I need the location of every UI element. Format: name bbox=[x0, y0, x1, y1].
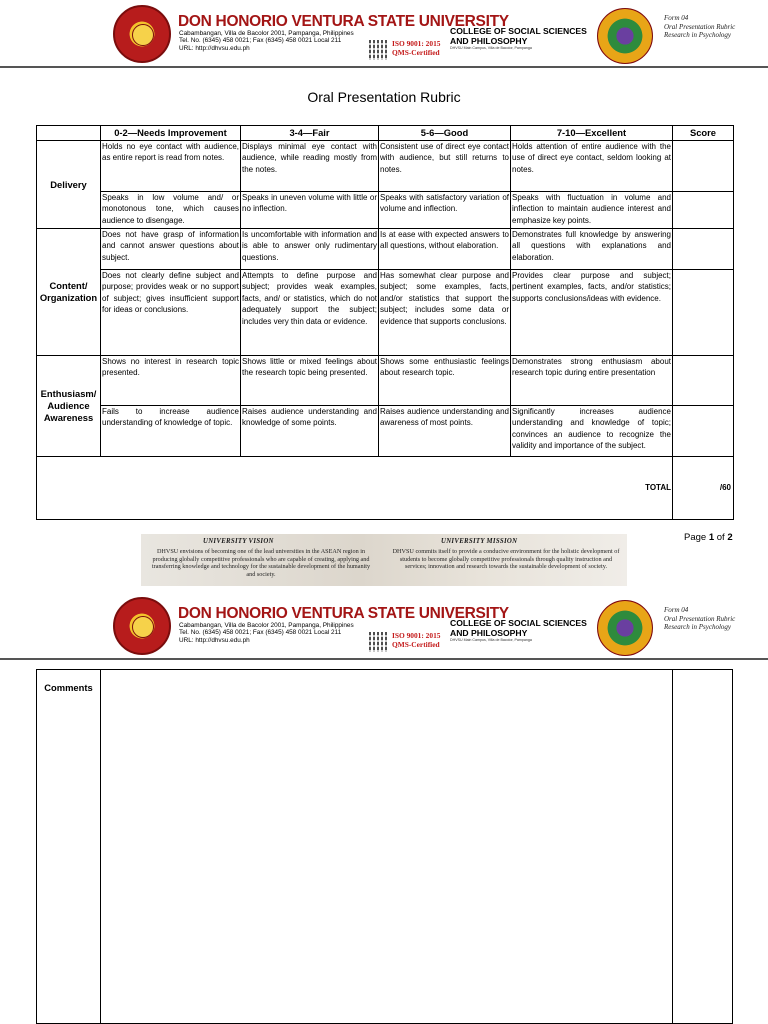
table-row bbox=[37, 356, 734, 406]
rubric-cell: Speaks in low volume and/ or monotonous tone, which causes audience to disengage. bbox=[101, 192, 241, 229]
criterion-label: Delivery bbox=[37, 141, 101, 229]
rubric-cell: Fails to increase audience understanding of knowledge of topic. bbox=[101, 406, 241, 457]
university-address: Cabambangan, Villa de Bacolor 2001, Pampanga, Philippines Tel. No. (6345) 458 0021; Fax (6345) 458 0021 Local 211 URL: http://dhvsu.edu.ph bbox=[179, 622, 354, 644]
vision-mission-banner bbox=[141, 534, 627, 586]
table-row bbox=[37, 406, 734, 457]
rubric-cell: Raises audience understanding and awareness of most points. bbox=[379, 406, 511, 457]
total-label: TOTAL bbox=[37, 457, 673, 520]
college-name: COLLEGE OF SOCIAL SCIENCES AND PHILOSOPHY bbox=[450, 26, 587, 46]
table-row bbox=[37, 141, 734, 192]
university-address: Cabambangan, Villa de Bacolor 2001, Pampanga, Philippines Tel. No. (6345) 458 0021; Fax (6345) 458 0021 Local 211 URL: http://dhvsu.edu.ph bbox=[179, 30, 354, 52]
college-seal-icon bbox=[597, 600, 653, 656]
table-row bbox=[37, 270, 734, 356]
page-title: Oral Presentation Rubric bbox=[307, 89, 461, 105]
total-score[interactable]: /60 bbox=[673, 457, 734, 520]
rubric-cell: Does not clearly define subject and purpose; provides weak or no support of subject; gives insufficient support for ideas or conclusions. bbox=[101, 270, 241, 356]
header-cell: Score bbox=[673, 126, 734, 141]
criterion-label: Enthusiasm/ Audience Awareness bbox=[37, 356, 101, 457]
table-row bbox=[37, 229, 734, 270]
form-info: Form 04 Oral Presentation Rubric Research in Psychology bbox=[664, 14, 736, 39]
header-divider bbox=[0, 658, 768, 660]
mission-text: DHVSU commits itself to provide a conducive environment for the holistic development of students to become globally competitive professionals through quality instruction and services; innovation and research towards the sustainable development of society. bbox=[392, 548, 620, 571]
page-number: Page 1 of 2 bbox=[684, 532, 733, 543]
header-divider bbox=[0, 66, 768, 68]
score-cell[interactable] bbox=[673, 192, 734, 229]
mission-title: UNIVERSITY MISSION bbox=[441, 538, 518, 545]
university-seal-icon bbox=[113, 5, 171, 63]
header-cell bbox=[37, 126, 101, 141]
rubric-cell: Attempts to define purpose and subject; provides weak examples, facts, and/ or statistics, which do not adequately support the subject; includes very thin data or evidence. bbox=[241, 270, 379, 356]
rubric-cell: Is uncomfortable with information and is able to answer only rudimentary questions. bbox=[241, 229, 379, 270]
rubric-cell: Holds attention of entire audience with the use of direct eye contact, seldom looking at notes. bbox=[511, 141, 673, 192]
page-header bbox=[0, 0, 768, 62]
rubric-cell: Does not have grasp of information and cannot answer questions about subject. bbox=[101, 229, 241, 270]
rubric-cell: Has somewhat clear purpose and subject; some examples, facts, and/or statistics that support the subject; includes some data or evidence that supports conclusions. bbox=[379, 270, 511, 356]
header-cell: 0-2—Needs Improvement bbox=[101, 126, 241, 141]
vision-title: UNIVERSITY VISION bbox=[203, 538, 274, 545]
header-cell: 7-10—Excellent bbox=[511, 126, 673, 141]
rubric-cell: Speaks with satisfactory variation of volume and inflection. bbox=[379, 192, 511, 229]
rubric-table bbox=[36, 125, 734, 520]
college-address: DHVSU Main Campus, Villa de Bacolor, Pampanga bbox=[450, 638, 532, 642]
rubric-cell: Consistent use of direct eye contact with audience, but still returns to notes. bbox=[379, 141, 511, 192]
comments-field[interactable] bbox=[101, 670, 672, 1023]
rubric-cell: Speaks in uneven volume with little or no inflection. bbox=[241, 192, 379, 229]
rubric-cell: Shows no interest in research topic presented. bbox=[101, 356, 241, 406]
header-cell: 5-6—Good bbox=[379, 126, 511, 141]
score-cell[interactable] bbox=[673, 141, 734, 192]
rubric-cell: Shows little or mixed feelings about the research topic being presented. bbox=[241, 356, 379, 406]
rubric-cell: Speaks with fluctuation in volume and inflection to maintain audience interest and emphasize key points. bbox=[511, 192, 673, 229]
iso-certification: ISO 9001: 2015 QMS-Certified bbox=[392, 631, 441, 649]
rubric-cell: Provides clear purpose and subject; pertinent examples, facts, and/or statistics; supports conclusions/ideas with evidence. bbox=[511, 270, 673, 356]
column-divider bbox=[672, 670, 673, 1023]
rubric-cell: Shows some enthusiastic feelings about research topic. bbox=[379, 356, 511, 406]
table-header-row bbox=[37, 126, 734, 141]
iso-certification: ISO 9001: 2015 QMS-Certified bbox=[392, 39, 441, 57]
score-cell[interactable] bbox=[673, 356, 734, 406]
college-address: DHVSU Main Campus, Villa de Bacolor, Pampanga bbox=[450, 46, 532, 50]
university-name: DON HONORIO VENTURA STATE UNIVERSITY bbox=[178, 605, 509, 622]
rubric-cell: Is at ease with expected answers to all questions, without elaboration. bbox=[379, 229, 511, 270]
rubric-cell: Holds no eye contact with audience, as entire report is read from notes. bbox=[101, 141, 241, 192]
score-cell[interactable] bbox=[673, 229, 734, 270]
university-seal-icon bbox=[113, 597, 171, 655]
form-info: Form 04 Oral Presentation Rubric Research in Psychology bbox=[664, 606, 736, 631]
page-header bbox=[0, 592, 768, 654]
score-cell[interactable] bbox=[673, 406, 734, 457]
comments-section bbox=[36, 669, 733, 1024]
rubric-cell: Raises audience understanding and knowledge of some points. bbox=[241, 406, 379, 457]
rubric-cell: Demonstrates full knowledge by answering all questions with explanations and elaboration. bbox=[511, 229, 673, 270]
header-cell: 3-4—Fair bbox=[241, 126, 379, 141]
rubric-cell: Significantly increases audience understanding and knowledge of topic; convinces an audience to recognize the validity and importance of the subject. bbox=[511, 406, 673, 457]
table-row bbox=[37, 192, 734, 229]
college-seal-icon bbox=[597, 8, 653, 64]
university-name: DON HONORIO VENTURA STATE UNIVERSITY bbox=[178, 13, 509, 30]
college-name: COLLEGE OF SOCIAL SCIENCES AND PHILOSOPHY bbox=[450, 618, 587, 638]
rubric-cell: Demonstrates strong enthusiasm about research topic during entire presentation bbox=[511, 356, 673, 406]
comments-label: Comments bbox=[44, 682, 93, 693]
total-row bbox=[37, 457, 734, 520]
rubric-cell: Displays minimal eye contact with audience, while reading mostly from the notes. bbox=[241, 141, 379, 192]
vision-text: DHVSU envisions of becoming one of the lead universities in the ASEAN region in producing globally competitive professionals who are capable of creating, applying and transferring knowledge and technology for the sustainable development of the humanity and society. bbox=[151, 548, 371, 578]
criterion-label: Content/ Organization bbox=[37, 229, 101, 356]
score-cell[interactable] bbox=[673, 270, 734, 356]
